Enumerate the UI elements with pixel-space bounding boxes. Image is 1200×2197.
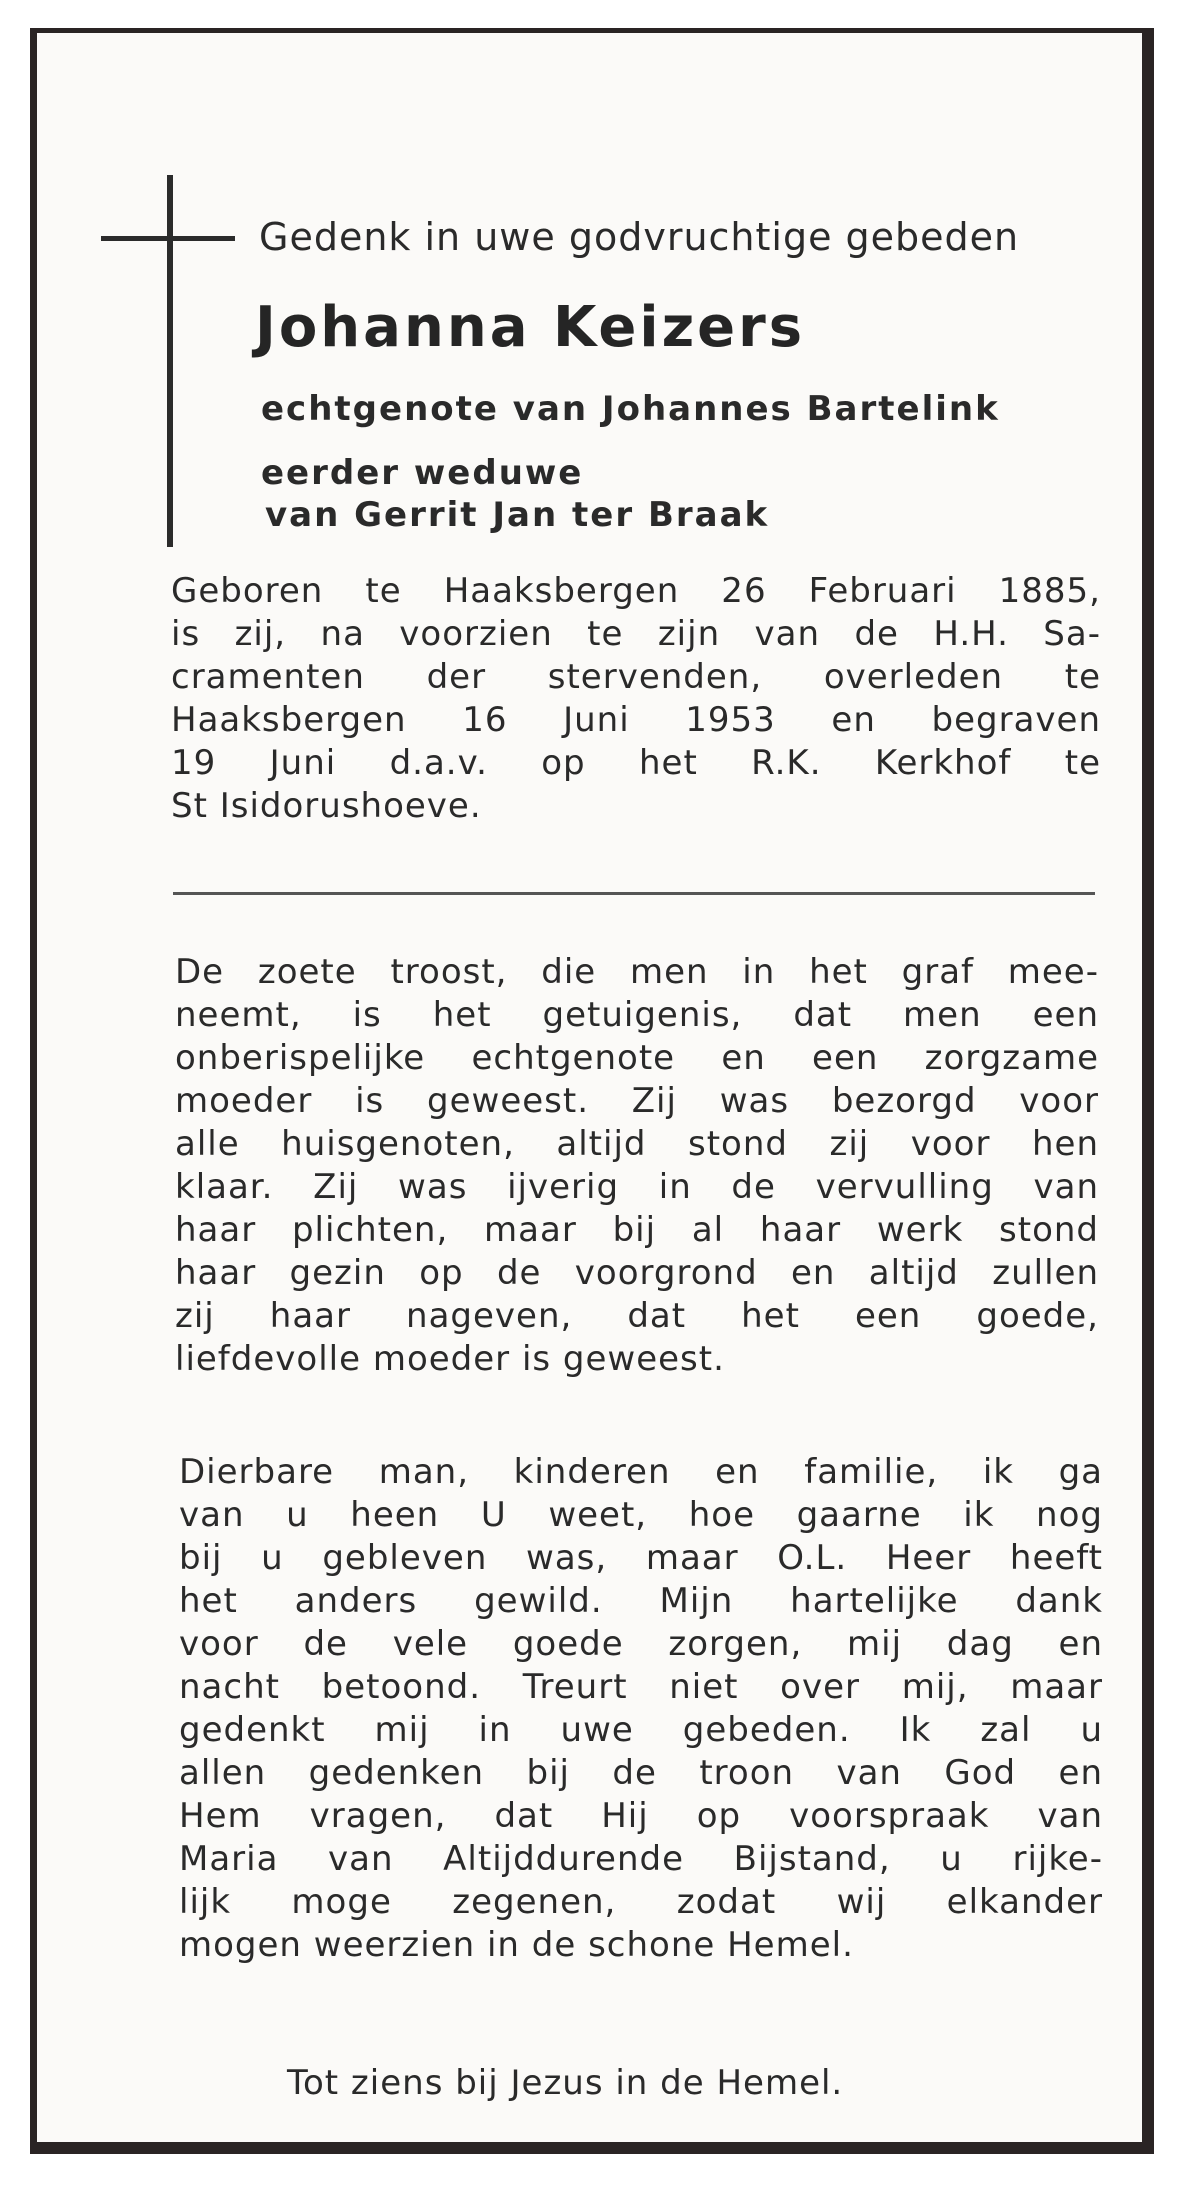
text-line: lijk moge zegenen, zodat wij elkander <box>179 1882 1103 1922</box>
text-line: haar plichten, maar bij al haar werk stond <box>175 1210 1099 1250</box>
text-line: klaar. Zij was ijverig in de vervulling van <box>175 1167 1099 1207</box>
text-line: moeder is geweest. Zij was bezorgd voor <box>175 1081 1099 1121</box>
text-line: nacht betoond. Treurt niet over mij, maar <box>179 1667 1103 1707</box>
cross-icon-bar <box>101 236 235 241</box>
text-line: cramenten der stervenden, overleden te <box>171 657 1101 697</box>
closing-line: Tot ziens bij Jezus in de Hemel. <box>287 2063 844 2103</box>
text-line: St Isidorushoeve. <box>171 786 482 826</box>
text-line: haar gezin op de voorgrond en altijd zullen <box>175 1253 1099 1293</box>
memorial-card <box>30 28 1154 2154</box>
text-line: onberispelijke echtgenote en een zorgzame <box>175 1038 1099 1078</box>
text-line: Hem vragen, dat Hij op voorspraak van <box>179 1796 1103 1836</box>
former-spouse-line: van Gerrit Jan ter Braak <box>265 495 770 535</box>
text-line: van u heen U weet, hoe gaarne ik nog <box>179 1495 1103 1535</box>
text-line: gedenkt mij in uwe gebeden. Ik zal u <box>179 1710 1103 1750</box>
text-line: Maria van Altijddurende Bijstand, u rijke- <box>179 1839 1103 1879</box>
text-line: allen gedenken bij de troon van God en <box>179 1753 1103 1793</box>
text-line: het anders gewild. Mijn hartelijke dank <box>179 1581 1103 1621</box>
birth-death-paragraph <box>171 570 1101 828</box>
text-line: Haaksbergen 16 Juni 1953 en begraven <box>171 700 1101 740</box>
text-line: 19 Juni d.a.v. op het R.K. Kerkhof te <box>171 743 1101 783</box>
spouse-line: echtgenote van Johannes Bartelink <box>261 389 1000 429</box>
text-line: Geboren te Haaksbergen 26 Februari 1885, <box>171 571 1101 611</box>
tribute-paragraph <box>175 951 1099 1381</box>
text-line: neemt, is het getuigenis, dat men een <box>175 995 1099 1035</box>
text-line: voor de vele goede zorgen, mij dag en <box>179 1624 1103 1664</box>
divider <box>173 892 1095 895</box>
text-line: Dierbare man, kinderen en familie, ik ga <box>179 1452 1103 1492</box>
farewell-paragraph <box>179 1451 1103 1967</box>
text-line: bij u gebleven was, maar O.L. Heer heeft <box>179 1538 1103 1578</box>
text-line: De zoete troost, die men in het graf mee- <box>175 952 1099 992</box>
text-line: liefdevolle moeder is geweest. <box>175 1339 725 1379</box>
cross-icon <box>167 175 173 547</box>
widow-line: eerder weduwe <box>261 453 584 493</box>
text-line: alle huisgenoten, altijd stond zij voor hen <box>175 1124 1099 1164</box>
text-line: is zij, na voorzien te zijn van de H.H. Sa- <box>171 614 1101 654</box>
text-line: mogen weerzien in de schone Hemel. <box>179 1925 854 1965</box>
intro-line: Gedenk in uwe godvruchtige gebeden <box>259 215 1020 259</box>
deceased-name: Johanna Keizers <box>255 295 806 360</box>
text-line: zij haar nageven, dat het een goede, <box>175 1296 1099 1336</box>
